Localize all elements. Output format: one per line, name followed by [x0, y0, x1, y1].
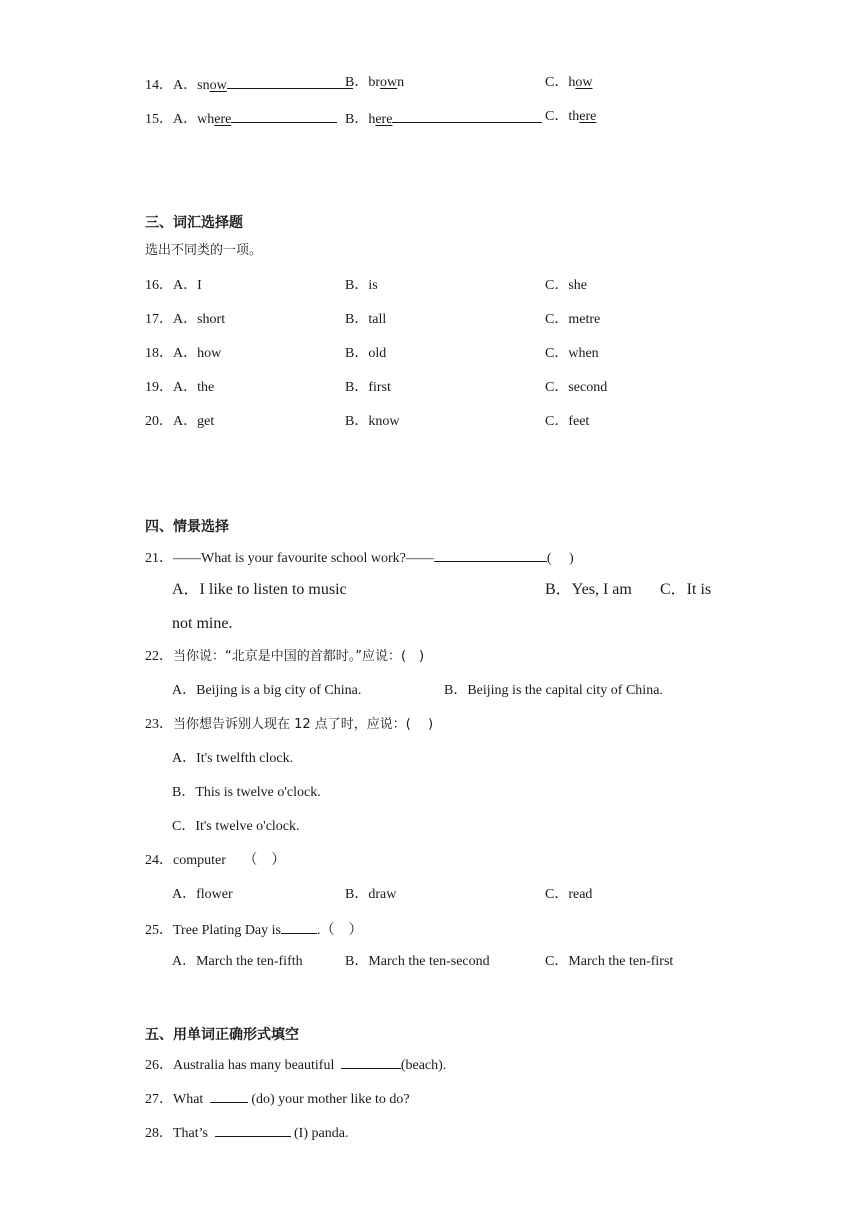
vocab-18-option-c: C．when — [545, 346, 599, 361]
vocab-row-20 — [145, 413, 214, 431]
answer-blank — [210, 1088, 248, 1103]
vocab-row-18 — [145, 345, 221, 363]
question-23-option-b: B．This is twelve o'clock. — [172, 785, 321, 800]
section-3-title: 三、词汇选择题 — [145, 215, 243, 231]
option-label: B． — [345, 75, 369, 90]
question-number: 18． — [145, 346, 173, 361]
question-22-stem — [145, 648, 424, 666]
option-b-text-end: n — [397, 75, 405, 90]
vocab-row-19 — [145, 379, 214, 397]
question-text: What — [173, 1092, 207, 1107]
section-4-title: 四、情景选择 — [145, 519, 229, 535]
vocab-17-option-c: C．metre — [545, 312, 601, 327]
question-25-option-c: C．March the ten-first — [545, 954, 674, 969]
question-15-option-c — [545, 108, 596, 126]
option-label: C． — [545, 109, 569, 124]
question-15 — [145, 108, 337, 129]
question-14-option-c — [545, 74, 592, 92]
question-number: 27． — [145, 1092, 173, 1107]
option-c-text: th — [568, 109, 580, 124]
question-text: Tree Plating Day is — [173, 923, 281, 938]
question-21-option-c: C．It is — [660, 581, 712, 598]
underlined-letters: ow — [575, 75, 593, 90]
question-text-end: (I) panda. — [290, 1126, 349, 1141]
question-24-option-a: A．flower — [172, 887, 233, 902]
underlined-letters: ere — [214, 112, 232, 127]
option-b-text: br — [368, 75, 381, 90]
vocab-19-option-b: B．first — [345, 380, 391, 395]
vocab-20-option-b: B．know — [345, 414, 400, 429]
answer-blank — [281, 919, 317, 934]
answer-blank — [434, 547, 547, 562]
question-number: 26． — [145, 1058, 173, 1073]
question-21-option-b: B．Yes, I am — [545, 581, 632, 598]
question-14-option-b — [345, 74, 404, 92]
question-number: 24． — [145, 853, 173, 868]
question-number: 28． — [145, 1126, 173, 1141]
question-24-option-b: B．draw — [345, 887, 397, 902]
question-text: Australia has many beautiful — [173, 1058, 338, 1073]
option-a-text: wh — [197, 112, 215, 127]
option-c-text: h — [568, 75, 576, 90]
option-a-text: sn — [197, 78, 210, 93]
question-26 — [145, 1054, 446, 1075]
answer-paren: ( ) — [546, 551, 574, 566]
question-25-option-b: B．March the ten-second — [345, 954, 490, 969]
question-25-option-a: A．March the ten-fifth — [172, 954, 303, 969]
question-27 — [145, 1088, 410, 1109]
underlined-letters: ow — [209, 78, 227, 93]
option-a: A．get — [173, 414, 215, 429]
option-label: A． — [173, 78, 198, 93]
question-23-option-c: C．It's twelve o'clock. — [172, 819, 300, 834]
question-text-end: .（ ） — [316, 923, 363, 938]
underlined-letters: ere — [579, 109, 597, 124]
option-label: C． — [545, 75, 569, 90]
answer-blank — [215, 1122, 291, 1137]
option-b-text: h — [368, 112, 376, 127]
question-22-option-b: B．Beijing is the capital city of China. — [444, 683, 663, 698]
question-number: 19． — [145, 380, 173, 395]
section-5-title: 五、用单词正确形式填空 — [145, 1027, 299, 1043]
underline-rule — [392, 108, 542, 123]
underlined-letters: ere — [375, 112, 393, 127]
question-21-stem — [145, 547, 574, 568]
question-number: 23． — [145, 717, 173, 732]
question-21-option-a: A．I like to listen to music — [172, 581, 347, 598]
option-a: A．I — [173, 278, 202, 293]
question-text: That’s — [173, 1126, 212, 1141]
answer-blank — [341, 1054, 401, 1069]
question-text: ——What is your favourite school work?—— — [173, 551, 434, 566]
question-22-option-a: A．Beijing is a big city of China. — [172, 683, 362, 698]
question-number: 15． — [145, 112, 173, 127]
vocab-16-option-c: C．she — [545, 278, 587, 293]
question-15-option-b — [345, 108, 542, 129]
question-text: 当你说：“北京是中国的首都时。”应说：( ) — [173, 649, 425, 664]
vocab-row-16 — [145, 277, 202, 295]
underline-rule — [227, 74, 353, 89]
question-25-stem — [145, 919, 362, 940]
question-text-end: (beach). — [400, 1058, 447, 1073]
option-a: A．the — [173, 380, 215, 395]
question-text: 当你想告诉别人现在 12 点了时，应说：( ) — [173, 717, 434, 732]
vocab-19-option-c: C．second — [545, 380, 608, 395]
underline-rule — [231, 108, 337, 123]
option-label: B． — [345, 112, 369, 127]
question-14 — [145, 74, 353, 95]
question-23-option-a: A．It's twelfth clock. — [172, 751, 294, 766]
question-28 — [145, 1122, 348, 1143]
question-number: 25． — [145, 923, 173, 938]
question-number: 22． — [145, 649, 173, 664]
vocab-20-option-c: C．feet — [545, 414, 590, 429]
question-21-option-c-continued: not mine. — [172, 615, 233, 632]
question-text-end: (do) your mother like to do? — [247, 1092, 410, 1107]
vocab-18-option-b: B．old — [345, 346, 387, 361]
question-24-stem — [145, 852, 285, 870]
vocab-16-option-b: B．is — [345, 278, 378, 293]
question-23-stem — [145, 716, 433, 734]
option-a: A．short — [173, 312, 226, 327]
question-number: 17． — [145, 312, 173, 327]
question-number: 14． — [145, 78, 173, 93]
option-label: A． — [173, 112, 198, 127]
underlined-letters: ow — [380, 75, 398, 90]
question-number: 16． — [145, 278, 173, 293]
vocab-row-17 — [145, 311, 225, 329]
option-a: A．how — [173, 346, 222, 361]
question-number: 20． — [145, 414, 173, 429]
question-number: 21． — [145, 551, 173, 566]
question-text: computer （ ） — [173, 853, 286, 868]
vocab-17-option-b: B．tall — [345, 312, 387, 327]
section-3-instruction: 选出不同类的一项。 — [145, 243, 263, 258]
question-24-option-c: C．read — [545, 887, 593, 902]
